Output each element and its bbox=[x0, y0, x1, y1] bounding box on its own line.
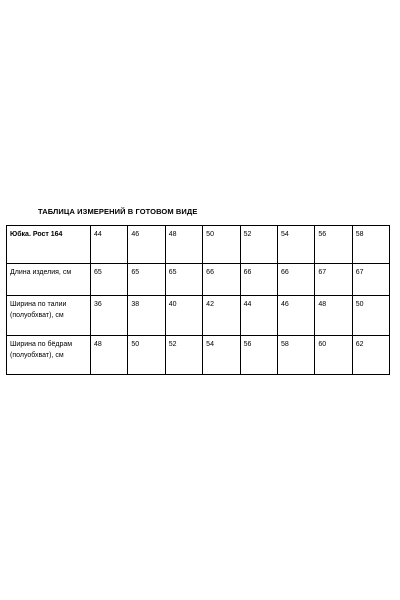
row-label-cell: Ширина по талии (полуобхват), см bbox=[7, 296, 91, 336]
value-cell: 65 bbox=[91, 264, 128, 296]
size-cell: 46 bbox=[128, 226, 165, 264]
value-cell: 54 bbox=[203, 336, 240, 375]
value-cell: 52 bbox=[165, 336, 202, 375]
value-cell: 38 bbox=[128, 296, 165, 336]
table-title: ТАБЛИЦА ИЗМЕРЕНИЙ В ГОТОВОМ ВИДЕ bbox=[38, 207, 198, 216]
header-label-cell: Юбка. Рост 164 bbox=[7, 226, 91, 264]
row-label-cell: Ширина по бёдрам (полуобхват), см bbox=[7, 336, 91, 375]
value-cell: 36 bbox=[91, 296, 128, 336]
value-cell: 40 bbox=[165, 296, 202, 336]
size-cell: 56 bbox=[315, 226, 352, 264]
size-cell: 44 bbox=[91, 226, 128, 264]
value-cell: 66 bbox=[277, 264, 314, 296]
value-cell: 44 bbox=[240, 296, 277, 336]
table-row bbox=[7, 296, 390, 336]
size-cell: 52 bbox=[240, 226, 277, 264]
value-cell: 66 bbox=[240, 264, 277, 296]
row-label-cell: Длина изделия, см bbox=[7, 264, 91, 296]
value-cell: 65 bbox=[128, 264, 165, 296]
size-cell: 50 bbox=[203, 226, 240, 264]
table-row bbox=[7, 264, 390, 296]
value-cell: 50 bbox=[128, 336, 165, 375]
value-cell: 48 bbox=[91, 336, 128, 375]
table-row bbox=[7, 336, 390, 375]
value-cell: 58 bbox=[277, 336, 314, 375]
value-cell: 65 bbox=[165, 264, 202, 296]
size-cell: 58 bbox=[352, 226, 389, 264]
table-header-row bbox=[7, 226, 390, 264]
value-cell: 50 bbox=[352, 296, 389, 336]
size-cell: 48 bbox=[165, 226, 202, 264]
measurement-table bbox=[6, 225, 390, 375]
value-cell: 56 bbox=[240, 336, 277, 375]
value-cell: 42 bbox=[203, 296, 240, 336]
value-cell: 62 bbox=[352, 336, 389, 375]
value-cell: 66 bbox=[203, 264, 240, 296]
value-cell: 60 bbox=[315, 336, 352, 375]
value-cell: 48 bbox=[315, 296, 352, 336]
value-cell: 67 bbox=[352, 264, 389, 296]
value-cell: 46 bbox=[277, 296, 314, 336]
value-cell: 67 bbox=[315, 264, 352, 296]
size-cell: 54 bbox=[277, 226, 314, 264]
